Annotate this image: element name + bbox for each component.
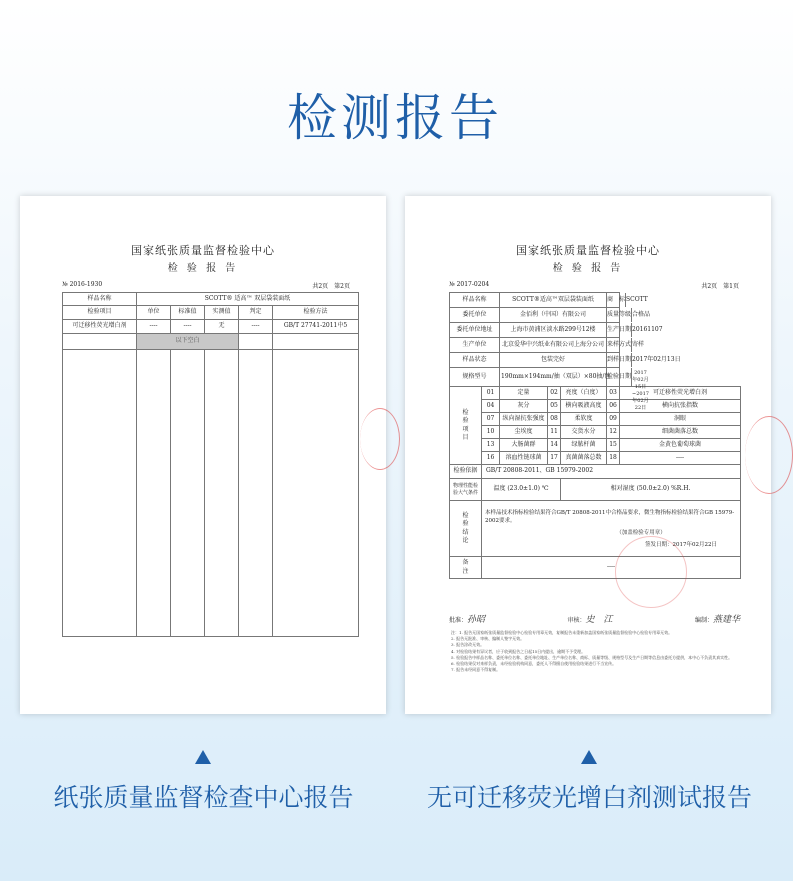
approve-block	[449, 612, 485, 625]
right-caption: 无可迁移荧光增白剂测试报告	[426, 783, 752, 812]
table-cell: ----	[137, 320, 171, 334]
review-label: 审核：	[567, 617, 586, 624]
info-label: 规格型号	[450, 368, 500, 387]
remark-label: 备注	[450, 557, 482, 579]
header-cell: 标准值	[171, 306, 205, 320]
info-value: 合格品	[632, 311, 651, 318]
info-label: 来样方式	[607, 338, 632, 352]
info-pair	[607, 323, 663, 338]
info-pair	[607, 308, 651, 323]
item-no: 08	[548, 413, 561, 426]
stamp-note: （加盖检验专用章）	[616, 530, 666, 537]
items-label: 检验项目	[450, 387, 482, 465]
compile-block	[695, 612, 740, 625]
info-value: SCOTT®适高™双层袋装面纸	[500, 293, 607, 308]
item-no: 04	[482, 400, 500, 413]
header-cell: 判定	[239, 306, 273, 320]
item-name: 可迁移性荧光增白剂	[620, 387, 741, 400]
red-seal-stamp	[745, 416, 793, 494]
sample-name-value: SCOTT® 适高™ 双层袋装面纸	[137, 293, 359, 306]
table-cell: ----	[239, 320, 273, 334]
sign-date: 签发日期：2017年02月22日	[645, 541, 718, 548]
info-value: 2017年02月15日~2017年02月22日	[632, 370, 649, 411]
item-name: 亮度（白度）	[561, 387, 607, 400]
info-label: 样品状态	[450, 353, 500, 368]
conclusion-label: 检验结论	[450, 501, 482, 557]
note-line: 5. 检验报告中样品名称、委托单位名称、委托单位地址、生产单位名称、商标、质量等级、规格型号及生产日期等信息由委托方提供，本中心不负责其真实性。	[451, 654, 733, 660]
info-label: 委托单位	[450, 308, 500, 323]
header-cell: 检验方法	[273, 306, 359, 320]
info-value: 上海市黄浦区淡水路299号12楼	[500, 323, 607, 338]
info-label: 委托单位地址	[450, 323, 500, 338]
page-title: 检测报告	[287, 89, 503, 147]
item-name: 灰分	[500, 400, 548, 413]
remark-value: ----	[482, 557, 741, 579]
note-line: 7. 报告未经同意不得复制。	[451, 667, 501, 673]
item-name: 溶血性链球菌	[500, 452, 548, 465]
item-name: 柔软度	[561, 413, 607, 426]
sample-name-label: 样品名称	[63, 293, 137, 306]
info-value: 金佰利（中国）有限公司	[500, 308, 607, 323]
compile-label: 编制：	[694, 617, 713, 624]
item-name: 交货水分	[561, 426, 607, 439]
basis-value: GB/T 20808-2011、GB 15979-2002	[482, 465, 741, 479]
item-name: 尘埃度	[500, 426, 548, 439]
report-org: 国家纸张质量监督检验中心	[131, 244, 275, 257]
review-signature: 史 江	[585, 615, 613, 625]
report-number: № 2016-1930	[62, 281, 103, 288]
item-name: 纵向湿抗张强度	[500, 413, 548, 426]
item-no: 03	[607, 387, 620, 400]
item-name: 横向抗张指数	[620, 400, 741, 413]
info-pair	[607, 293, 648, 308]
item-no: 13	[482, 439, 500, 452]
table-cell: 可迁移性荧光增白剂	[63, 320, 137, 334]
note-line: 6. 检验结果仅对来样负责，未经检验机构同意，委托人不得擅自使用检验结果进行不当宣传。	[451, 661, 617, 667]
item-no: 02	[548, 387, 561, 400]
item-name: 洞眼	[620, 413, 741, 426]
report-page: 共2页 第2页	[312, 283, 350, 290]
env-humidity: 相对湿度 (50.0±2.0) %R.H.	[561, 479, 741, 501]
item-no: 09	[607, 413, 620, 426]
right-report-document	[405, 196, 771, 714]
info-value: 包装完好	[500, 353, 607, 368]
item-no: 11	[548, 426, 561, 439]
report-page: 共2页 第1页	[701, 283, 739, 290]
right-arrow-up-icon	[581, 750, 597, 764]
info-label: 质量等级	[607, 308, 632, 322]
info-value: 190mm×194mm/抽（双层）×80抽/包	[500, 368, 607, 387]
env-label: 物理性能检验大气条件	[450, 479, 482, 501]
item-no: 06	[607, 400, 620, 413]
item-no: 10	[482, 426, 500, 439]
report-number: № 2017-0204	[449, 281, 490, 288]
review-block	[567, 612, 612, 625]
info-value: SCOTT	[626, 296, 648, 303]
approve-label: 批准：	[449, 617, 468, 624]
basis-label: 检验依据	[450, 465, 482, 479]
info-value: 寄样	[632, 341, 645, 348]
note-line: 3. 报告涂改无效。	[451, 642, 485, 648]
conclusion-text: 本样品技术指标检验结果符合GB/T 20808-2011中合格品要求，微生物指标检验结果符合GB 15979-2002要求。	[485, 510, 735, 525]
red-seal-stamp	[360, 408, 400, 470]
item-no: 05	[548, 400, 561, 413]
red-seal-stamp	[615, 536, 687, 608]
report-subtitle: 检 验 报 告	[552, 263, 624, 274]
note-line: 注：1. 报告无国家纸张质量监督检验中心检验专用章无效，复制报告未重新加盖国家纸张质量监督检验中心检验专用章无效。	[451, 630, 673, 635]
env-temp: 温度 (23.0±1.0) ℃	[482, 479, 561, 501]
item-name: ----	[620, 452, 741, 465]
info-label: 到样日期	[607, 353, 632, 367]
info-label: 检验日期	[607, 368, 632, 386]
info-label: 商 标	[607, 293, 626, 307]
header-cell: 实测值	[205, 306, 239, 320]
item-name: 真菌菌落总数	[561, 452, 607, 465]
report-notes	[451, 630, 739, 673]
info-value: 2017年02月13日	[632, 356, 681, 363]
table-cell: ----	[171, 320, 205, 334]
item-no: 01	[482, 387, 500, 400]
info-label: 样品名称	[450, 293, 500, 308]
conclusion-cell	[482, 501, 741, 557]
left-arrow-up-icon	[195, 750, 211, 764]
item-name: 横向吸液高度	[561, 400, 607, 413]
item-no: 17	[548, 452, 561, 465]
item-no: 18	[607, 452, 620, 465]
info-label: 生产日期	[607, 323, 632, 337]
item-no: 16	[482, 452, 500, 465]
left-report-document	[20, 196, 386, 714]
signature-row	[449, 612, 740, 625]
item-no: 07	[482, 413, 500, 426]
note-line: 4. 对检验结果有异议者，应于收到报告之日起15日内提出，逾期不予受理。	[451, 648, 586, 654]
table-cell: 无	[205, 320, 239, 334]
info-pair	[607, 353, 681, 368]
item-name: 绿脓杆菌	[561, 439, 607, 452]
item-name: 金黄色葡萄球菌	[620, 439, 741, 452]
report-org: 国家纸张质量监督检验中心	[516, 244, 660, 257]
item-name: 大肠菌群	[500, 439, 548, 452]
header-cell: 单位	[137, 306, 171, 320]
item-no: 15	[607, 439, 620, 452]
info-label: 生产单位	[450, 338, 500, 353]
item-no: 12	[607, 426, 620, 439]
note-line: 2. 报告无批准、审核、编制人签字无效。	[451, 636, 525, 642]
left-results-table	[62, 292, 359, 637]
left-caption: 纸张质量监督检查中心报告	[53, 783, 354, 812]
info-value: 20161107	[632, 326, 663, 333]
blank-below-marker: 以下空白	[137, 334, 239, 350]
item-name: 定量	[500, 387, 548, 400]
table-cell: GB/T 27741-2011中5	[273, 320, 359, 334]
item-name: 细菌菌落总数	[620, 426, 741, 439]
item-no: 14	[548, 439, 561, 452]
info-value: 北京爱华中兴纸业有限公司上海分公司	[500, 338, 607, 353]
approve-signature: 孙昭	[467, 615, 486, 625]
report-subtitle: 检 验 报 告	[167, 263, 239, 274]
compile-signature: 燕建华	[712, 615, 740, 625]
header-cell: 检验项目	[63, 306, 137, 320]
right-info-table	[449, 292, 741, 579]
info-pair	[607, 338, 645, 353]
